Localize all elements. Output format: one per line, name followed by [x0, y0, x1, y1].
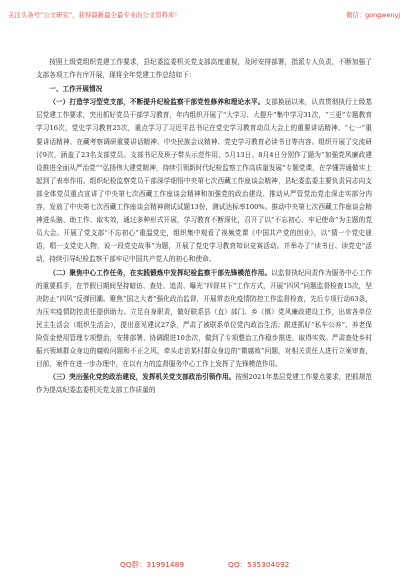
document-body	[36, 56, 372, 397]
item3-title: （三）突出强化党的政治建设，发挥机关党支部政治引领作用。	[49, 373, 236, 382]
footer-qq-group: QQ群：31991489	[120, 560, 185, 569]
item2-paragraph	[36, 267, 372, 372]
section-heading: 一、工作开展情况	[49, 85, 103, 94]
item1-paragraph	[36, 96, 372, 266]
item1-text: 支部换届以来，认真贯彻执行上级基层党建工作要求，突出抓好党员干部学习教育，年内组织开展了“大学习、大提升”集中学习31次，“三更”专题教育学习16次，党史学习教育25次，重点学习了习近平总书记在党史学习教育动员大会上的重要讲话精神、“七一”重要讲话精神、在藏考察调研重要讲话精神、中央民族会议精神、党史学习教育必读书目等内容。组织开展了交流研讨9次，涵盖了23名支部党员。支部书记及班子带头示范作用，5月13日、8月4日分别作了题为“加强党风廉政建设推进全面从严治党”“弘扬伟大建党精神，持续引领新时代纪检监察工作高质量发展”专题党课，在学懂弄通做实上起到了表率作用。组织纪检监察党员干部深学细悟中央第七次西藏工作座谈会精神，县纪委监委主要负责同志向支部全体党员重点宣讲了中央第七次西藏工作座谈会精神和加强党的政治建设、推动从严管党治党走深走实部分内容，发放了中央第七次西藏工作座谈会精神测试试题13份，测试达标率100%。推动中央第七次西藏工作座谈会精神进头脑、助工作、取实效，通过多种形式开展，学习教育不断深化，召开了以“不忘初心、牢记使命”为主题的党员大会。开展了党支部“不忘初心”重温党史，组织集中观看了视频党课《中国共产党的创业》，以“猜一个党史谜语，唱一支党史人物，说一段党史故事”为题，开展了党史学习教育知识竞赛活动。并举办了“读书日、读党史”活动，持续引导纪检监察干部牢记中国共产党人的初心和使命。	[36, 98, 372, 264]
banner-wechat-text: 微信：gongwenyj	[345, 11, 400, 19]
item3-paragraph	[36, 371, 372, 397]
intro-paragraph: 按照上级党组织党建工作要求，县纪委监委机关党支部高度重视，及时安排部署，指派专人负责，不断加强了支部各项工作有序开展，现将全年党建工作总结如下：	[36, 58, 372, 80]
top-banner	[8, 9, 400, 21]
item2-text: 以监督执纪问责作为服务中心工作的重要抓手，在节假日期间坚持暗访、查处、追责、曝光“四督其下”工作方式，开展“四风”问题监督检查15次，坚决防止“四风”反弹回潮。聚焦“国之大者”强化政治监督，开展常态化疫情防控工作监督检查，先后专项行动63条，为压实疫情防控责任提供助力。立足自身职责，做好联系县（直）部门、乡（镇）党风廉政建设工作，出席各单位民主生活会（组织生活会），提出意见建议27条，严肃了被联系单位党内政治生活；跟进抓好“私车公养”、养老保险资金使用管理专项整治，安排部署、协调跟进10余次，做到了专项整治工作稳步推进，取得实效。严肃查处乡村振兴领域群众身边的腐败问题和不正之风，牵头走访某村群众身边的“微腐败”问题，对相关责任人进行立案审查，目前，案件在进一步办理中，在以有力的监督服务中心工作上发挥了先锋模范作用。	[36, 268, 372, 369]
banner-promo-text: 关注头条号“公文研究”，获得最新最全最专业的公文资料库！	[8, 11, 181, 19]
item1-title: （一）打造学习型党支部，不断提升纪检监察干部党性修养和理论水平。	[49, 98, 265, 107]
item3-text: 按照2021年基层党建工作要点要求，把抓规范作为提高纪委监委机关党支部工作质量的	[36, 373, 372, 395]
item2-title: （二）聚焦中心工作任务，在实践锻炼中发挥纪检监察干部先锋模范作用。	[49, 268, 272, 277]
footer-qq-number: QQ：535304092	[228, 560, 290, 569]
footer-contact	[0, 558, 408, 572]
